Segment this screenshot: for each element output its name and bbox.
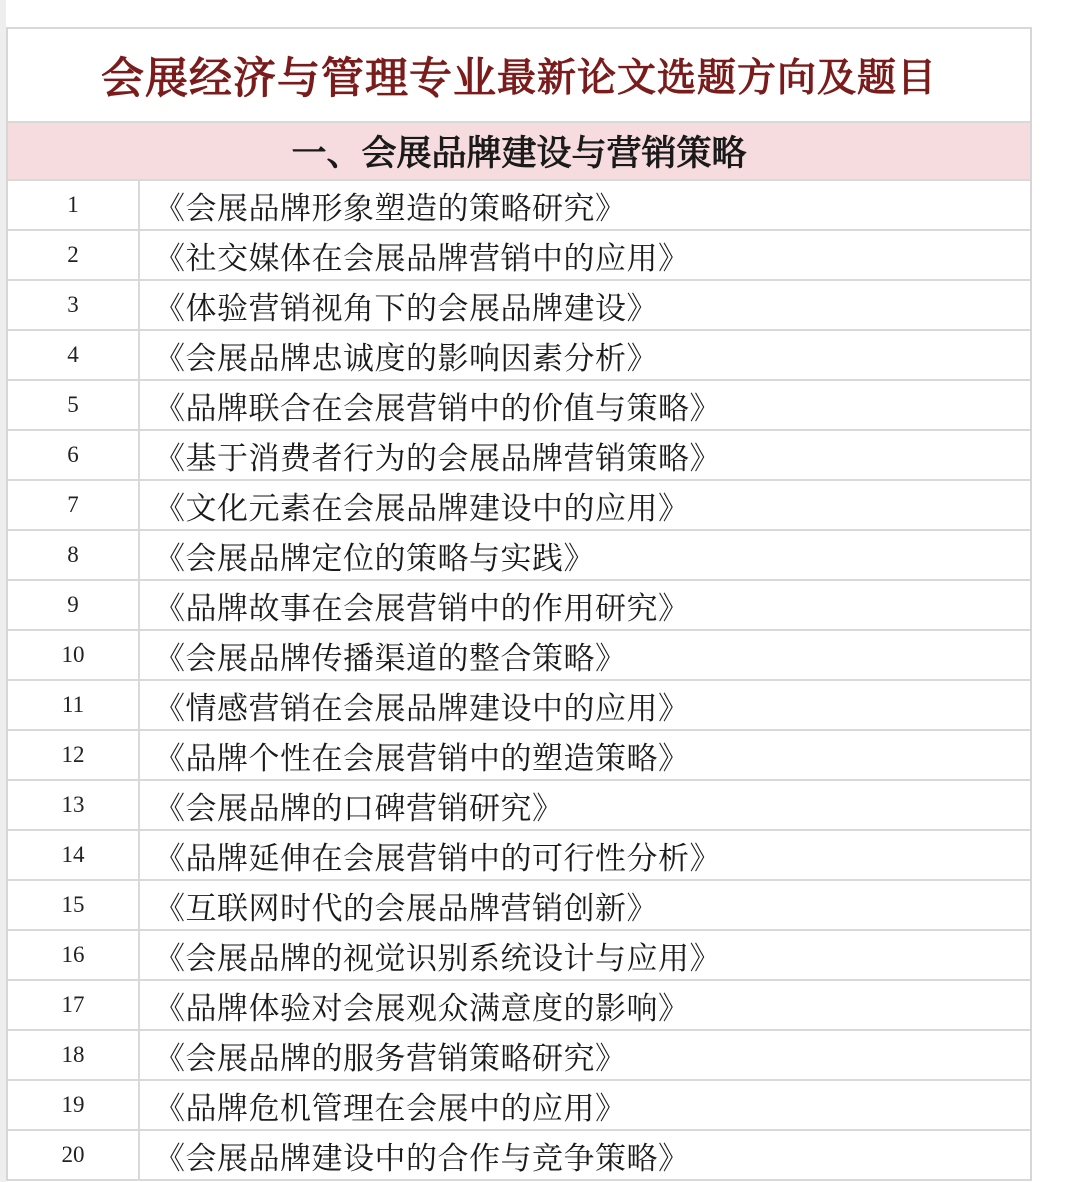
row-topic: 《品牌体验对会展观众满意度的影响》	[154, 990, 690, 1027]
row-topic: 《情感营销在会展品牌建设中的应用》	[154, 690, 690, 727]
row-number: 5	[8, 381, 140, 429]
row-number: 14	[8, 831, 140, 879]
row-number: 8	[8, 531, 140, 579]
row-topic: 《品牌个性在会展营销中的塑造策略》	[154, 740, 690, 777]
row-number: 15	[8, 881, 140, 929]
row-number: 19	[8, 1081, 140, 1129]
row-number: 16	[8, 931, 140, 979]
table-row	[8, 181, 1030, 231]
table-row	[8, 331, 1030, 381]
row-topic: 《品牌延伸在会展营销中的可行性分析》	[154, 840, 721, 877]
table-row	[8, 581, 1030, 631]
row-number: 9	[8, 581, 140, 629]
row-topic: 《互联网时代的会展品牌营销创新》	[154, 890, 658, 927]
row-topic: 《会展品牌建设中的合作与竞争策略》	[154, 1140, 690, 1177]
table-row	[8, 931, 1030, 981]
table-row	[8, 881, 1030, 931]
row-number: 10	[8, 631, 140, 679]
row-topic: 《品牌危机管理在会展中的应用》	[154, 1090, 627, 1127]
table-row	[8, 831, 1030, 881]
row-topic: 《文化元素在会展品牌建设中的应用》	[154, 490, 690, 527]
table-row	[8, 731, 1030, 781]
page-title	[8, 27, 1030, 123]
row-number: 7	[8, 481, 140, 529]
row-topic: 《会展品牌形象塑造的策略研究》	[154, 190, 627, 227]
section-heading: 一、会展品牌建设与营销策略	[8, 123, 1030, 181]
row-number: 17	[8, 981, 140, 1029]
table-row	[8, 631, 1030, 681]
table-row	[8, 431, 1030, 481]
page-title-rest: 最新论文选题方向及题目	[496, 56, 937, 101]
table-row	[8, 781, 1030, 831]
table-row	[8, 1031, 1030, 1081]
topic-list	[8, 181, 1030, 1181]
table-row	[8, 1081, 1030, 1131]
page-title-main: 会展经济与管理专业	[100, 53, 497, 104]
table-row	[8, 481, 1030, 531]
row-number: 6	[8, 431, 140, 479]
row-number: 11	[8, 681, 140, 729]
row-topic: 《品牌故事在会展营销中的作用研究》	[154, 590, 690, 627]
row-number: 4	[8, 331, 140, 379]
table-row	[8, 681, 1030, 731]
table-row	[8, 531, 1030, 581]
row-number: 3	[8, 281, 140, 329]
row-topic: 《会展品牌忠诚度的影响因素分析》	[154, 340, 658, 377]
row-topic: 《会展品牌定位的策略与实践》	[154, 540, 595, 577]
row-topic: 《基于消费者行为的会展品牌营销策略》	[154, 440, 721, 477]
row-number: 1	[8, 181, 140, 229]
row-number: 12	[8, 731, 140, 779]
row-topic: 《会展品牌的视觉识别系统设计与应用》	[154, 940, 721, 977]
table-row	[8, 231, 1030, 281]
row-topic: 《会展品牌的口碑营销研究》	[154, 790, 564, 827]
row-topic: 《会展品牌的服务营销策略研究》	[154, 1040, 627, 1077]
row-number: 20	[8, 1131, 140, 1179]
row-number: 18	[8, 1031, 140, 1079]
row-topic: 《体验营销视角下的会展品牌建设》	[154, 290, 658, 327]
row-number: 13	[8, 781, 140, 829]
row-number: 2	[8, 231, 140, 279]
row-topic: 《品牌联合在会展营销中的价值与策略》	[154, 390, 721, 427]
table-row	[8, 281, 1030, 331]
table-row	[8, 1131, 1030, 1181]
topics-table	[6, 27, 1032, 1181]
table-row	[8, 381, 1030, 431]
row-topic: 《社交媒体在会展品牌营销中的应用》	[154, 240, 690, 277]
row-topic: 《会展品牌传播渠道的整合策略》	[154, 640, 627, 677]
table-row	[8, 981, 1030, 1031]
